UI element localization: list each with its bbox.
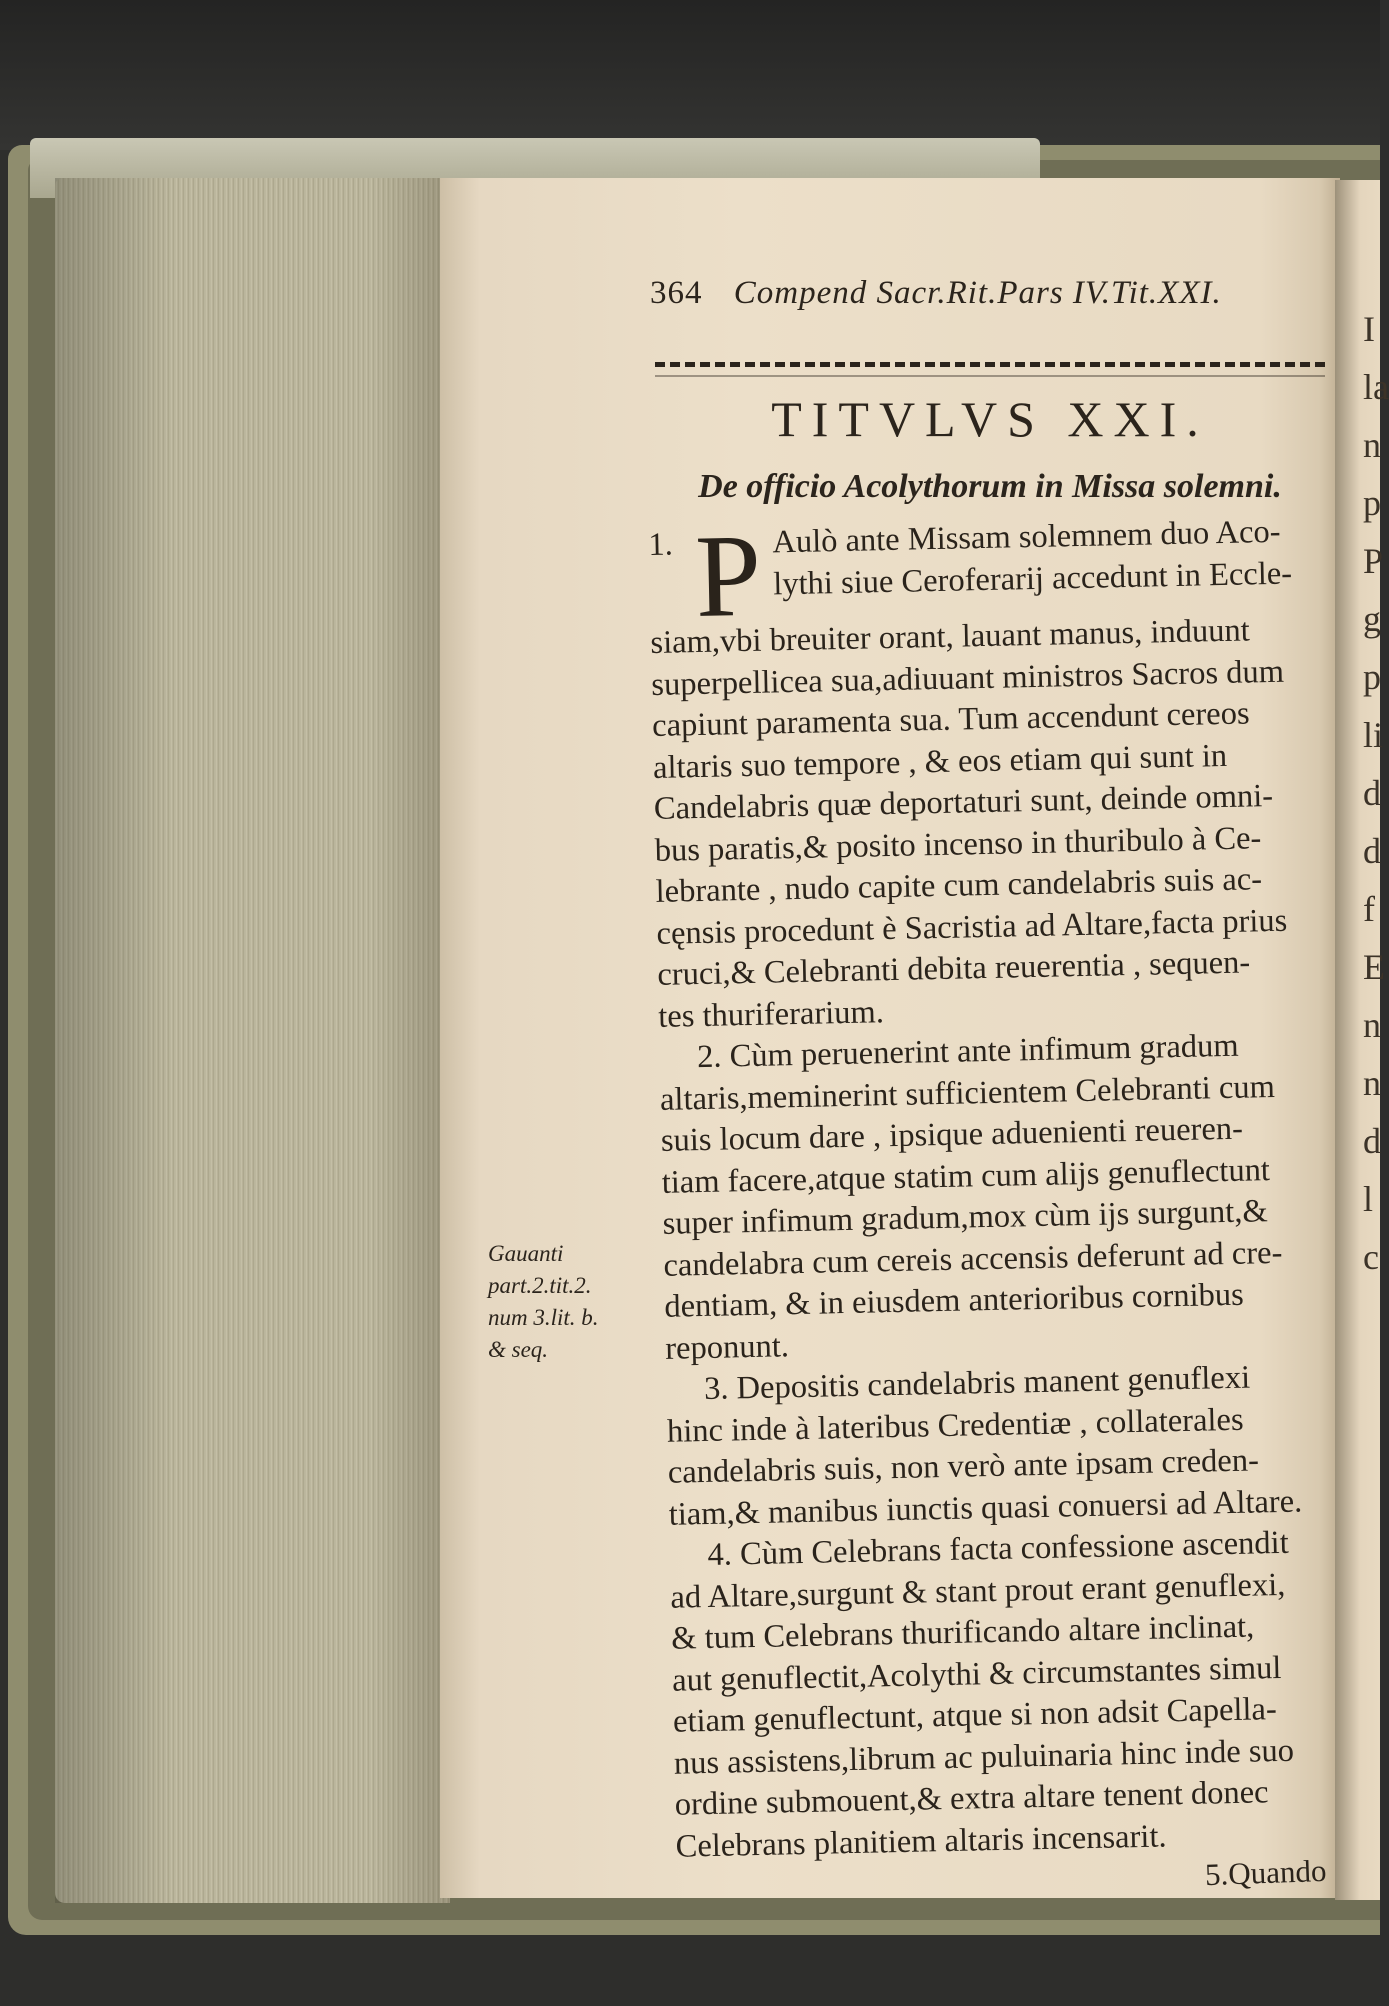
fragment: n (1363, 1005, 1381, 1045)
margin-line: num 3.lit. b. (488, 1305, 599, 1330)
text-line: tiam facere,atque statim cum alijs genuflectunt (661, 1151, 1271, 1201)
text-line: altaris,meminerint sufficientem Celebranti cum (659, 1068, 1276, 1118)
fragment: c (1363, 1237, 1379, 1277)
text-line: candelabris suis, non verò ante ipsam creden- (667, 1442, 1260, 1491)
margin-line: Gauanti (488, 1241, 564, 1266)
text-line: Candelabris quæ deportaturi sunt, deinde omni- (653, 777, 1274, 827)
paragraph-1 (648, 511, 1339, 1038)
text-line: nus assistens,librum ac puluinaria hinc inde suo (673, 1732, 1295, 1782)
section-title: TITVLVS XXI. (771, 391, 1209, 447)
fragment: d (1363, 1121, 1381, 1161)
text-line: lebrante , nudo capite cum candelabris suis ac- (655, 861, 1263, 910)
drop-cap-initial: P (694, 509, 763, 643)
fragment: la (1363, 367, 1389, 407)
text-line: bus paratis,& posito incenso in thuribulo à Ce- (654, 819, 1262, 869)
text-line: 3. Depositis candelabris manent genuflexi (703, 1359, 1251, 1408)
text-line: Aulò ante Missam solemnem duo Aco- (772, 513, 1281, 561)
margin-line: & seq. (488, 1337, 549, 1362)
text-line: aut genuflectit,Acolythi & circumstantes simul (671, 1649, 1282, 1699)
fragment: n (1363, 425, 1381, 465)
text-line: cęnsis procedunt è Sacristia ad Altare,facta prius (656, 902, 1288, 952)
text-line: tes thuriferarium. (657, 993, 885, 1035)
background-shadow (0, 0, 1380, 150)
paragraph-3-cont (667, 1397, 1349, 1536)
fragment: n (1363, 1063, 1381, 1103)
paragraph-4-cont (670, 1563, 1356, 1868)
paragraph-number: 1. (648, 526, 674, 563)
text-line: & tum Celebrans thurificando altare inclinat, (670, 1608, 1255, 1657)
text-line: cruci,& Celebranti debita reuerentia , sequen- (657, 944, 1251, 993)
fragment: d (1363, 773, 1381, 813)
section-subtitle: De officio Acolythorum in Missa solemni. (698, 468, 1282, 505)
text-line: superpellicea sua,adiuuant ministros Sacros dum (650, 653, 1285, 703)
page-number: 364 (650, 275, 703, 311)
fragment: li (1363, 715, 1384, 755)
body-text (648, 511, 1356, 1868)
text-line: ordine submouent,& extra altare tenent donec (674, 1774, 1269, 1823)
fragment: E (1363, 947, 1385, 987)
text-line: tiam,& manibus iunctis quasi conuersi ad Altare. (668, 1483, 1303, 1533)
text-line: altaris suo tempore , & eos etiam qui sunt in (652, 737, 1228, 786)
fragment: l (1363, 1179, 1374, 1219)
fragment: g (1363, 599, 1381, 639)
margin-line: part.2.tit.2. (488, 1273, 592, 1298)
fragment: p (1363, 483, 1381, 523)
fragment: P (1363, 541, 1384, 581)
text-line: suis locum dare , ipsique aduenienti reueren- (660, 1110, 1244, 1159)
text-line: Celebrans planitiem altaris incensarit. (675, 1817, 1167, 1865)
text-line: 4. Cùm Celebrans facta confessione ascendit (707, 1524, 1290, 1573)
text-line: 2. Cùm peruenerint ante infimum gradum (696, 1027, 1239, 1076)
header-rule (655, 362, 1325, 377)
fragment: f (1363, 889, 1375, 929)
fragment: p (1363, 657, 1381, 697)
fragment: I (1363, 309, 1375, 349)
text-line: siam,vbi breuiter orant, lauant manus, induunt (650, 612, 1251, 661)
paragraph-2-cont (660, 1065, 1346, 1370)
facing-page-fragments (1363, 300, 1389, 1286)
text-line: ad Altare,surgunt & stant prout erant genuflexi, (670, 1566, 1286, 1616)
text-line: reponunt. (664, 1327, 790, 1367)
text-line: capiunt paramenta sua. Tum accendunt cereos (651, 695, 1250, 744)
fragment: d (1363, 831, 1381, 871)
marginal-note (488, 1238, 648, 1366)
text-line: lythi siue Ceroferarij accedunt in Eccle- (772, 555, 1293, 602)
text-line: super infimum gradum,mox cùm ijs surgunt,& (662, 1193, 1269, 1242)
text-line: candelabra cum cereis accensis deferunt ad cre- (663, 1234, 1283, 1284)
running-title: Compend Sacr.Rit.Pars IV.Tit.XXI. (733, 275, 1222, 311)
text-line: hinc inde à lateribus Credentiæ , collaterales (666, 1401, 1244, 1450)
catchword: 5.Quando (1204, 1852, 1327, 1893)
page-block-edge (55, 178, 450, 1903)
text-line: etiam genuflectunt, atque si non adsit Capella- (672, 1691, 1278, 1740)
text-line: dentiam, & in eiusdem anterioribus cornibus (664, 1276, 1245, 1325)
running-header (650, 275, 1290, 312)
